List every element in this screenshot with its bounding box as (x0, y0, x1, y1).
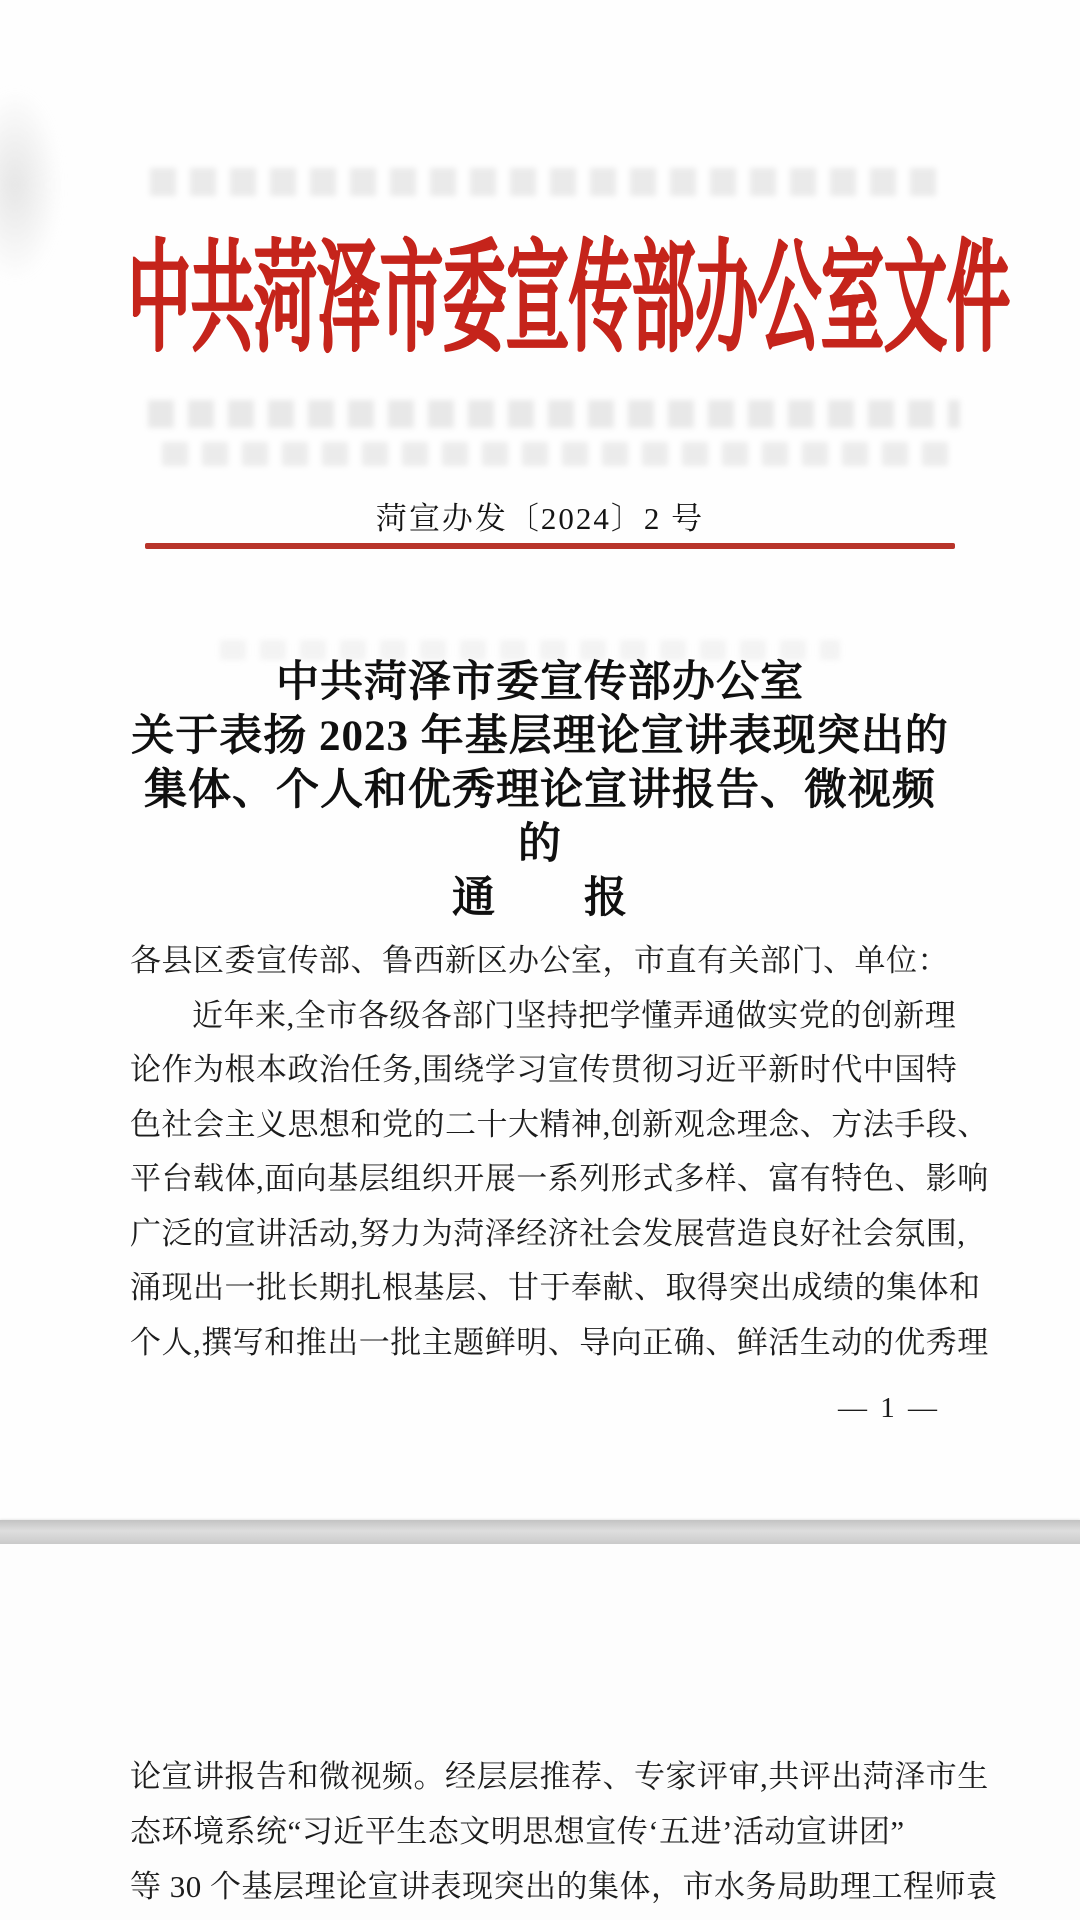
title-line-3: 集体、个人和优秀理论宣讲报告、微视频的 (144, 767, 936, 868)
title-line-4: 通 报 (452, 875, 628, 922)
bleed-through-row (150, 168, 950, 196)
body-line: 态环境系统“习近平生态文明思想宣传‘五进’活动宣讲团” (130, 1814, 905, 1849)
body-line: 论宣讲报告和微视频。经层层推荐、专家评审,共评出菏泽市生 (130, 1759, 989, 1794)
letterhead-red-rule (145, 543, 955, 549)
title-line-1: 中共菏泽市委宣传部办公室 (276, 659, 804, 706)
body-paragraph (130, 934, 989, 1370)
document-number: 菏宣办发〔2024〕2 号 (375, 501, 705, 536)
body-paragraph (130, 1749, 998, 1914)
page-separator-band (0, 1520, 1080, 1544)
body-line: 个人,撰写和推出一批主题鲜明、导向正确、鲜活生动的优秀理 (130, 1324, 989, 1360)
body-line: 涌现出一批长期扎根基层、甘于奉献、取得突出成绩的集体和 (130, 1270, 981, 1305)
body-line: 等 30 个基层理论宣讲表现突出的集体，市水务局助理工程师袁 (130, 1869, 998, 1904)
bleed-through-row (148, 400, 960, 428)
salutation-line: 各县区委宣传部、鲁西新区办公室，市直有关部门、单位： (130, 943, 949, 978)
title-line-2: 关于表扬 2023 年基层理论宣讲表现突出的 (131, 713, 949, 760)
body-line: 平台载体,面向基层组织开展一系列形式多样、富有特色、影响 (130, 1161, 989, 1196)
page-2 (0, 1544, 1080, 1920)
body-line: 色社会主义思想和党的二十大精神,创新观念理念、方法手段、 (130, 1106, 989, 1142)
body-line: 论作为根本政治任务,围绕学习宣传贯彻习近平新时代中国特 (130, 1052, 958, 1087)
letterhead-org-banner: 中共菏泽市委宣传部办公室文件 (128, 232, 1010, 367)
scan-smudge (0, 90, 60, 280)
body-line: 近年来,全市各级各部门坚持把学懂弄通做实党的创新理 (192, 997, 957, 1033)
document-title (128, 656, 952, 926)
body-line: 广泛的宣讲活动,努力为菏泽经济社会发展营造良好社会氛围, (130, 1215, 966, 1251)
page-number: — 1 — (838, 1392, 940, 1424)
bleed-through-row (162, 442, 948, 466)
